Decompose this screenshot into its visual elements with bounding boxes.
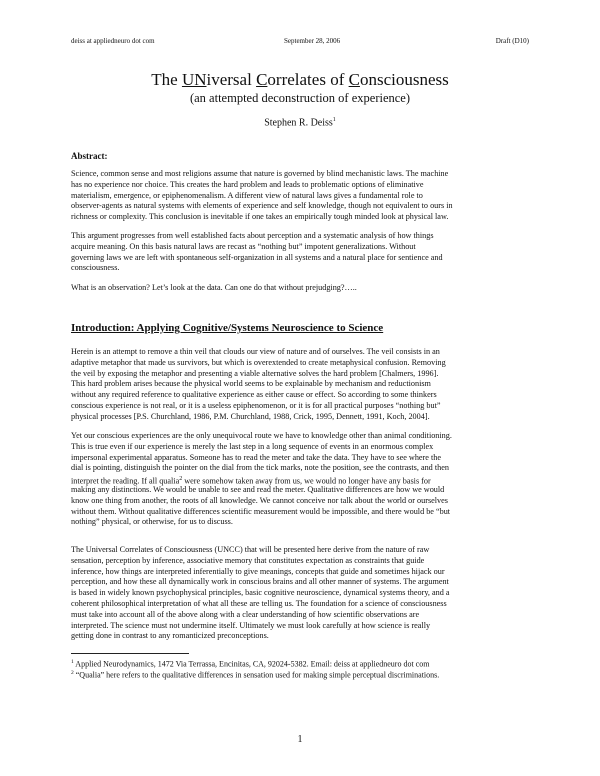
- title-part: orrelates of: [267, 70, 349, 89]
- text-line: the veil by exposing the metaphor and presenting a viable alternative solves the hard problem [Chalmers, 1996].: [71, 368, 439, 378]
- running-header-left: deiss at appliedneuro dot com: [71, 37, 155, 45]
- footnote-mark: 1: [71, 659, 74, 665]
- text-line: Yet our conscious experiences are the only unequivocal route we have to knowledge other than animal conditioning.: [71, 431, 452, 440]
- text-fragment: were somehow taken away from us, we would no longer have any basis for: [182, 476, 431, 486]
- text-line: [71, 474, 531, 485]
- paper-title: [0, 70, 600, 90]
- text-line: getting done in contrast to any romanticized preconceptions.: [71, 631, 269, 641]
- title-underlined: C: [256, 70, 268, 89]
- text-line: impersonal experimental apparatus. Someone has to read the meter and take the data. They have to see where the: [71, 452, 441, 462]
- author-footnote-mark: 1: [332, 117, 336, 123]
- abstract-paragraph-2: [71, 231, 531, 274]
- footnote-text: “Qualia” here refers to the qualitative differences in sensation used for making simple perceptual discriminations.: [73, 670, 440, 680]
- text-line: This is true even if our experience is merely the last step in a long sequence of events in an enormous complex: [71, 441, 434, 451]
- intro-paragraph-2-lines-cont: [71, 485, 531, 528]
- text-line: without them. Without qualitative differences scientific measurement would be impossible, and there would be “but: [71, 506, 451, 516]
- text-line: richness or complexity. This conclusion is inevitable if one takes an empirically tough minded look at physical law.: [71, 212, 449, 222]
- text-line: inference, how things are interpreted inferentially to give meanings, concepts that guide and sometimes hijack our: [71, 566, 445, 576]
- text-line: is based in widely known psychophysical principles, basic cognitive neuroscience, dynamical systems theory, and a: [71, 588, 450, 598]
- section-heading: Introduction: Applying Cognitive/Systems Neuroscience to Science: [71, 322, 384, 334]
- page-number: 1: [297, 734, 303, 745]
- paper-subtitle: (an attempted deconstruction of experience): [189, 91, 411, 105]
- text-line: Science, common sense and most religions assume that nature is governed by blind mechanistic laws. The machine: [71, 169, 449, 178]
- text-line: sensation, perception by inference, associative memory that constitutes expectation as constraints that guide: [71, 555, 425, 565]
- title-underlined: UN: [181, 70, 207, 89]
- title-part: iversal: [206, 70, 257, 89]
- text-line: governing laws we are left with spontaneous self-organization in all systems and a natural place for sentience and: [71, 252, 443, 262]
- intro-paragraph-1: [71, 347, 531, 423]
- author: [0, 117, 600, 128]
- text-line: must take into account all of the above along with a clear understanding of how scientific observations are: [71, 609, 420, 619]
- abstract-paragraph-3: What is an observation? Let’s look at the data. Can one do that without prejudging?…..: [71, 283, 357, 292]
- footnote-rule: [71, 653, 189, 654]
- text-line: perception, and how these all dynamically work in conscious brains and all other manner of systems. The argument: [71, 577, 449, 587]
- text-line: dial is pointing, distinguish the pointer on the dial from the tick marks, note the position, see the contrasts, and then: [71, 463, 449, 473]
- footnote-2: [71, 668, 439, 681]
- text-fragment: interpret the reading. If all qualia: [71, 476, 180, 486]
- footnote-mark: 2: [179, 476, 183, 483]
- intro-paragraph-3: [71, 545, 531, 642]
- text-line: consciousness.: [71, 263, 120, 273]
- title-part: onsciousness: [359, 70, 449, 89]
- author-name: Stephen R. Deiss: [264, 117, 333, 129]
- running-header-draft: Draft (D10): [495, 37, 529, 45]
- footnote-mark: 2: [71, 670, 74, 676]
- running-header-date: September 28, 2006: [284, 37, 341, 45]
- text-line: The Universal Correlates of Consciousness (UNCC) that will be presented here derive from the nature of raw: [71, 545, 430, 554]
- text-line: coherent philosophical interpretation of what all these are telling us. The foundation for a science of consciousness: [71, 598, 447, 608]
- text-line: has no experience nor choice. This creates the hard problem and leads to problematic options of eliminative: [71, 179, 424, 189]
- text-line: materialism, emergence, or epiphenomenalism. A different view of natural laws gives a fundamental role to: [71, 190, 423, 200]
- title-part: The: [151, 70, 182, 89]
- text-line: nothing” physical, or otherwise, for us to discuss.: [71, 517, 233, 527]
- text-line: Herein is an attempt to remove a thin veil that clouds our view of nature and of ourselves. The veil consists in an: [71, 347, 440, 356]
- abstract-heading: Abstract:: [71, 151, 108, 161]
- text-line: without any required reference to qualitative experience as either cause or effect. So according to some thinkers: [71, 390, 437, 400]
- text-line: making any distinctions. We would be unable to see and read the meter. Qualitative differences are how we would: [71, 484, 445, 494]
- text-line: This argument progresses from well established facts about perception and a systematic analysis of how things: [71, 231, 434, 240]
- text-line: acquire meaning. On this basis natural laws are recast as “nothing but” impotent generalizations. Without: [71, 241, 416, 251]
- text-line: know one thing from another, the roots of all knowledge. We cannot conceive nor talk about the world or ourselves: [71, 495, 448, 505]
- abstract-paragraph-1: [71, 169, 531, 223]
- title-underlined: C: [348, 70, 360, 89]
- footnote-text: Applied Neurodynamics, 1472 Via Terrassa, Encinitas, CA, 92024-5382. Email: deiss at appliedneuro dot com: [73, 659, 430, 669]
- intro-paragraph-2-lines: [71, 431, 531, 474]
- text-line: physical processes [P.S. Churchland, 1986, P.M. Churchland, 1988, Crick, 1995, Dennett, 1991, Koch, 2004].: [71, 411, 430, 421]
- text-line: conscious experience is not real, or it is a useless epiphenomenon, or it is for all practical purposes “nothing but”: [71, 400, 441, 410]
- text-line: This hard problem arises because the physical world seems to be explainable by mechanism and reductionism: [71, 379, 431, 389]
- text-line: observer-agents as natural systems with elements of experience and self knowledge, though not equivalent to ours in: [71, 201, 453, 211]
- text-line: adaptive metaphor that made us survivors, but which is overextended to create metaphysical confusion. Removing: [71, 357, 446, 367]
- intro-paragraph-2: [71, 431, 531, 528]
- text-line: interpreted. The science must not undermine itself. Ultimately we must look carefully at how science is really: [71, 620, 431, 630]
